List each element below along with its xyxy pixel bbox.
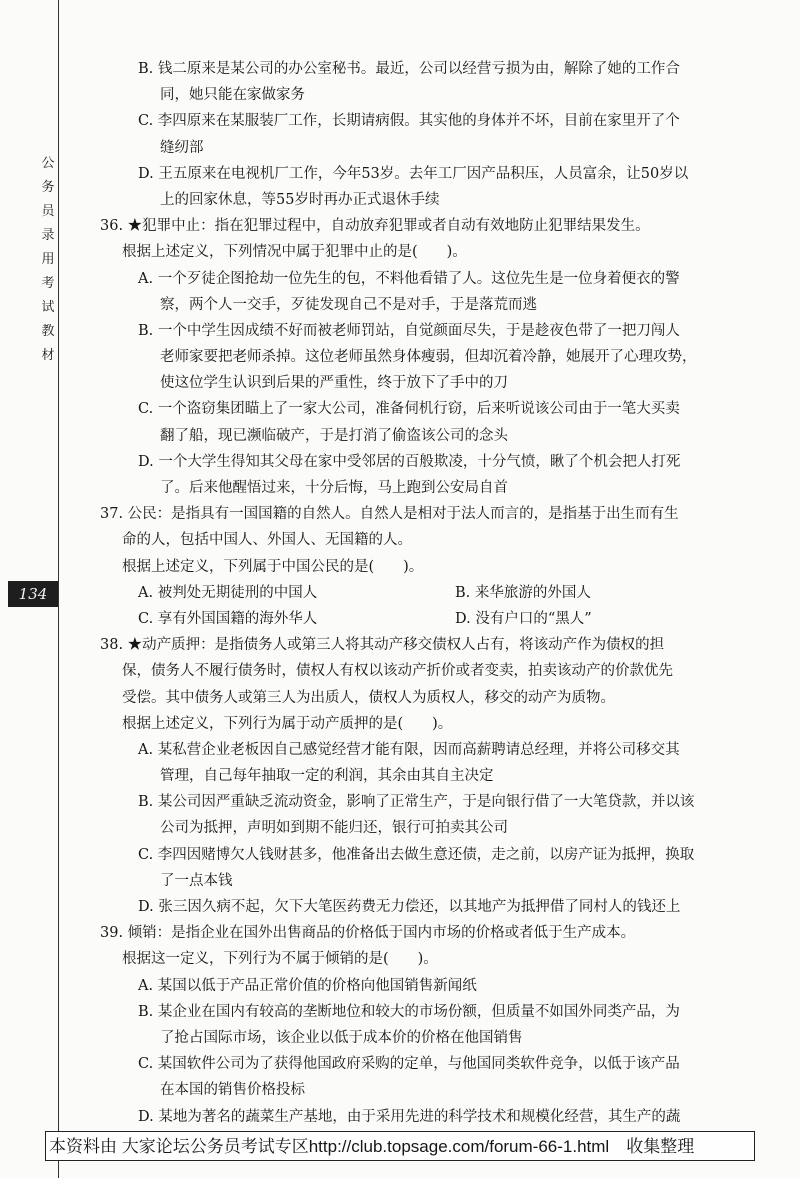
text-line: 了。后来他醒悟过来，十分后悔，马上跑到公安局自首 [160, 480, 508, 496]
text-line: 了一点本钱 [160, 872, 233, 889]
question-stem: 根据上述定义，下列行为属于动产质押的是( )。 [122, 715, 453, 732]
option-c: C. 李四因赌博欠人钱财甚多，他准备出去做生意还债，走之前，以房产证为抵押，换取 [138, 846, 695, 863]
option-b: B. 某公司因严重缺乏流动资金，影响了正常生产，于是向银行借了一大笔贷款，并以该 [138, 794, 695, 811]
option-d: D. 某地为著名的蔬菜生产基地，由于采用先进的科学技术和规模化经营，其生产的蔬 [138, 1108, 681, 1125]
option-b: B. 来华旅游的外国人 [455, 584, 591, 601]
text-line: 老师家要把老师杀掉。这位老师虽然身体瘦弱，但却沉着冷静，她展开了心理攻势， [160, 349, 697, 366]
text-line: C. 李四原来在某服装厂工作，长期请病假。其实他的身体并不坏，目前在家里开了个 [138, 113, 680, 130]
option-c: C. 某国软件公司为了获得他国政府采购的定单，与他国同类软件竞争，以低于该产品 [138, 1056, 680, 1073]
question-38: 38. ★动产质押：是指债务人或第三人将其动产移交债权人占有，将该动产作为债权的担 [100, 637, 665, 654]
question-36: 36. ★犯罪中止：指在犯罪过程中，自动放弃犯罪或者自动有效地防止犯罪结果发生。 [100, 218, 650, 235]
text-line: 察，两个人一交手，歹徒发现自己不是对手，于是落荒而逃 [160, 296, 537, 313]
margin-rule [58, 0, 59, 1178]
text-line: 上的回家休息，等55岁时再办正式退休手续 [160, 191, 440, 208]
text-line: 缝纫部 [160, 139, 204, 156]
options-row [100, 606, 772, 632]
source-footer: 本资料由 大家论坛公务员考试专区http://club.topsage.com/forum-66-1.html 收集整理 [45, 1131, 755, 1161]
question-39: 39. 倾销：是指企业在国外出售商品的价格低于国内市场的价格或者低于生产成本。 [100, 925, 636, 942]
text-line: 保，债务人不履行债务时，债权人有权以该动产折价或者变卖，拍卖该动产的价款优先 [122, 663, 673, 680]
option-b: B. 一个中学生因成绩不好而被老师罚站，自觉颜面尽失，于是趁夜色带了一把刀闯人 [138, 322, 680, 339]
text-line: 了抢占国际市场，该企业以低于成本价的价格在他国销售 [160, 1029, 523, 1046]
text-line: 管理，自己每年抽取一定的利润，其余由其自主决定 [160, 768, 494, 785]
text-line: 受偿。其中债务人或第三人为出质人，债权人为质权人，移交的动产为质物。 [122, 689, 615, 706]
option-a: A. 某私营企业老板因自己感觉经营才能有限，因而高薪聘请总经理，并将公司移交其 [138, 741, 680, 758]
question-stem: 根据这一定义，下列行为不属于倾销的是( )。 [122, 951, 438, 968]
text-line: B. 钱二原来是某公司的办公室秘书。最近，公司以经营亏损为由，解除了她的工作合 [138, 61, 680, 77]
option-c: C. 一个盗窃集团瞄上了一家大公司，准备伺机行窃，后来听说该公司由于一笔大买卖 [138, 401, 680, 418]
question-stem: 根据上述定义，下列属于中国公民的是( )。 [122, 558, 424, 575]
text-line: 公司为抵押，声明如到期不能归还，银行可拍卖其公司 [160, 820, 508, 837]
text-line: 使这位学生认识到后果的严重性，终于放下了手中的刀 [160, 375, 508, 392]
text-line: 翻了船，现已濒临破产，于是打消了偷盗该公司的念头 [160, 427, 508, 444]
options-row [100, 580, 772, 606]
side-title: 公务员录用考试教材 [41, 156, 55, 363]
option-b: B. 某企业在国内有较高的垄断地位和较大的市场份额，但质量不如国外同类产品，为 [138, 1003, 680, 1020]
text-line: 命的人，包括中国人、外国人、无国籍的人。 [122, 532, 412, 549]
text-line: 同，她只能在家做家务 [160, 87, 305, 104]
question-stem: 根据上述定义，下列情况中属于犯罪中止的是( )。 [122, 244, 467, 261]
option-c: C. 享有外国国籍的海外华人 [138, 610, 318, 627]
option-d: D. 一个大学生得知其父母在家中受邻居的百般欺凌，十分气愤，瞅了个机会把人打死 [138, 453, 681, 470]
page-number: 134 [8, 581, 58, 607]
option-a: A. 某国以低于产品正常价值的价格向他国销售新闻纸 [138, 977, 477, 994]
text-line: 在本国的销售价格投标 [160, 1082, 305, 1099]
option-d: D. 张三因久病不起，欠下大笔医药费无力偿还，以其地产为抵押借了同村人的钱还上 [138, 899, 681, 915]
option-a: A. 一个歹徒企图抢劫一位先生的包，不料他看错了人。这位先生是一位身着便衣的警 [138, 270, 680, 287]
text-line: D. 王五原来在电视机厂工作，今年53岁。去年工厂因产品积压，人员富余，让50岁以 [138, 165, 689, 182]
question-37: 37. 公民：是指具有一国国籍的自然人。自然人是相对于法人而言的，是指基于出生而有生 [100, 506, 679, 523]
option-a: A. 被判处无期徒刑的中国人 [138, 584, 318, 601]
option-d: D. 没有户口的“黑人” [455, 610, 592, 627]
content-body [100, 56, 772, 1130]
